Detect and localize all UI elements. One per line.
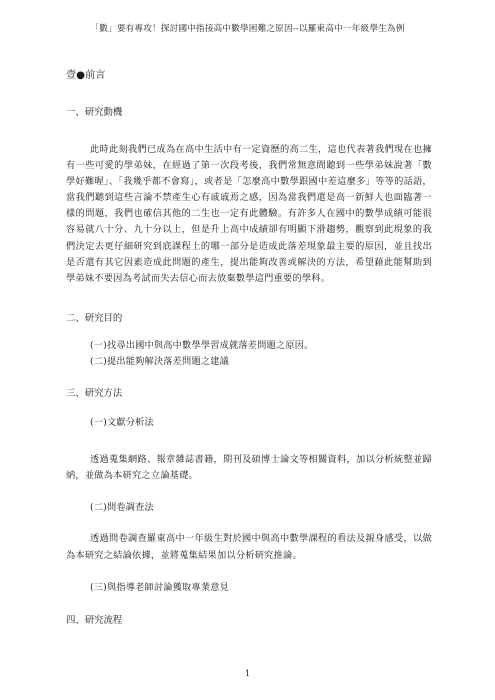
subsection-heading-literature: (一)文獻分析法 — [90, 417, 154, 429]
subsection-heading-questionnaire: (二)問卷調查法 — [90, 502, 154, 514]
literature-paragraph: 透過蒐集網路、報章雜誌書籍，期刊及碩博士論文等相關資料，加以分析統整並歸納，並做為本研究之立論基礎。 — [66, 454, 432, 482]
section-heading-process: 四、研究流程 — [66, 614, 123, 626]
motivation-paragraph: 此時此刻我們已成為在高中生活中有一定資歷的高二生，這也代表著我們現在也擁有一些可愛的學弟妹，在經過了第一次段考後，我們常無意間聽到一些學弟妹說著「數學好難喔」、「我幾乎都不會寫」，或者是「怎麼高中數學跟國中差這麼多」等等的話語，當我們聽到這些言論不禁產生心有戚戚焉之感，因為當我們還是高一新鮮人也面臨著一樣的問題，我們也確信其他的二生也一定有此體驗。有許多人在國中的數學成績可能很容易就八十分、九十分以上，但是升上高中成績卻有明顯下滑趨勢，觀察到此現象的我們決定去更仔細研究到底課程上的哪一部分是造成此落差現象最主要的原因，並且找出是否還有其它因素造成此問題的產生，提出能夠改善或解決的方法，希望藉此能幫助到學弟妹不要因為考試而失去信心而去放棄數學這門重要的學科。 — [66, 144, 432, 284]
questionnaire-paragraph: 透過問卷調查羅東高中一年級生對於國中與高中數學課程的看法及親身感受，以做為本研究之結論依據，並將蒐集結果加以分析研究推論。 — [66, 533, 432, 561]
section-heading-motivation: 一、研究動機 — [66, 107, 123, 118]
purpose-item-1: (一)找尋出國中與高中數學學習成就落差問題之原因。 — [90, 339, 314, 351]
subsection-heading-advisor: (三)與指導老師討論獲取專業意見 — [90, 581, 229, 593]
page-number: 1 — [244, 669, 251, 678]
purpose-item-2: (二)提出能夠解決落差問題之建議 — [90, 355, 229, 367]
chapter-title: 壹●前言 — [66, 70, 106, 81]
page-content — [66, 66, 432, 626]
running-header: 「數」要有專攻！探討國中指接高中數學困難之原因--以羅東高中一年級學生為例 — [90, 24, 405, 34]
section-heading-method: 三、研究方法 — [66, 388, 123, 400]
section-heading-purpose: 二、研究目的 — [66, 312, 123, 324]
